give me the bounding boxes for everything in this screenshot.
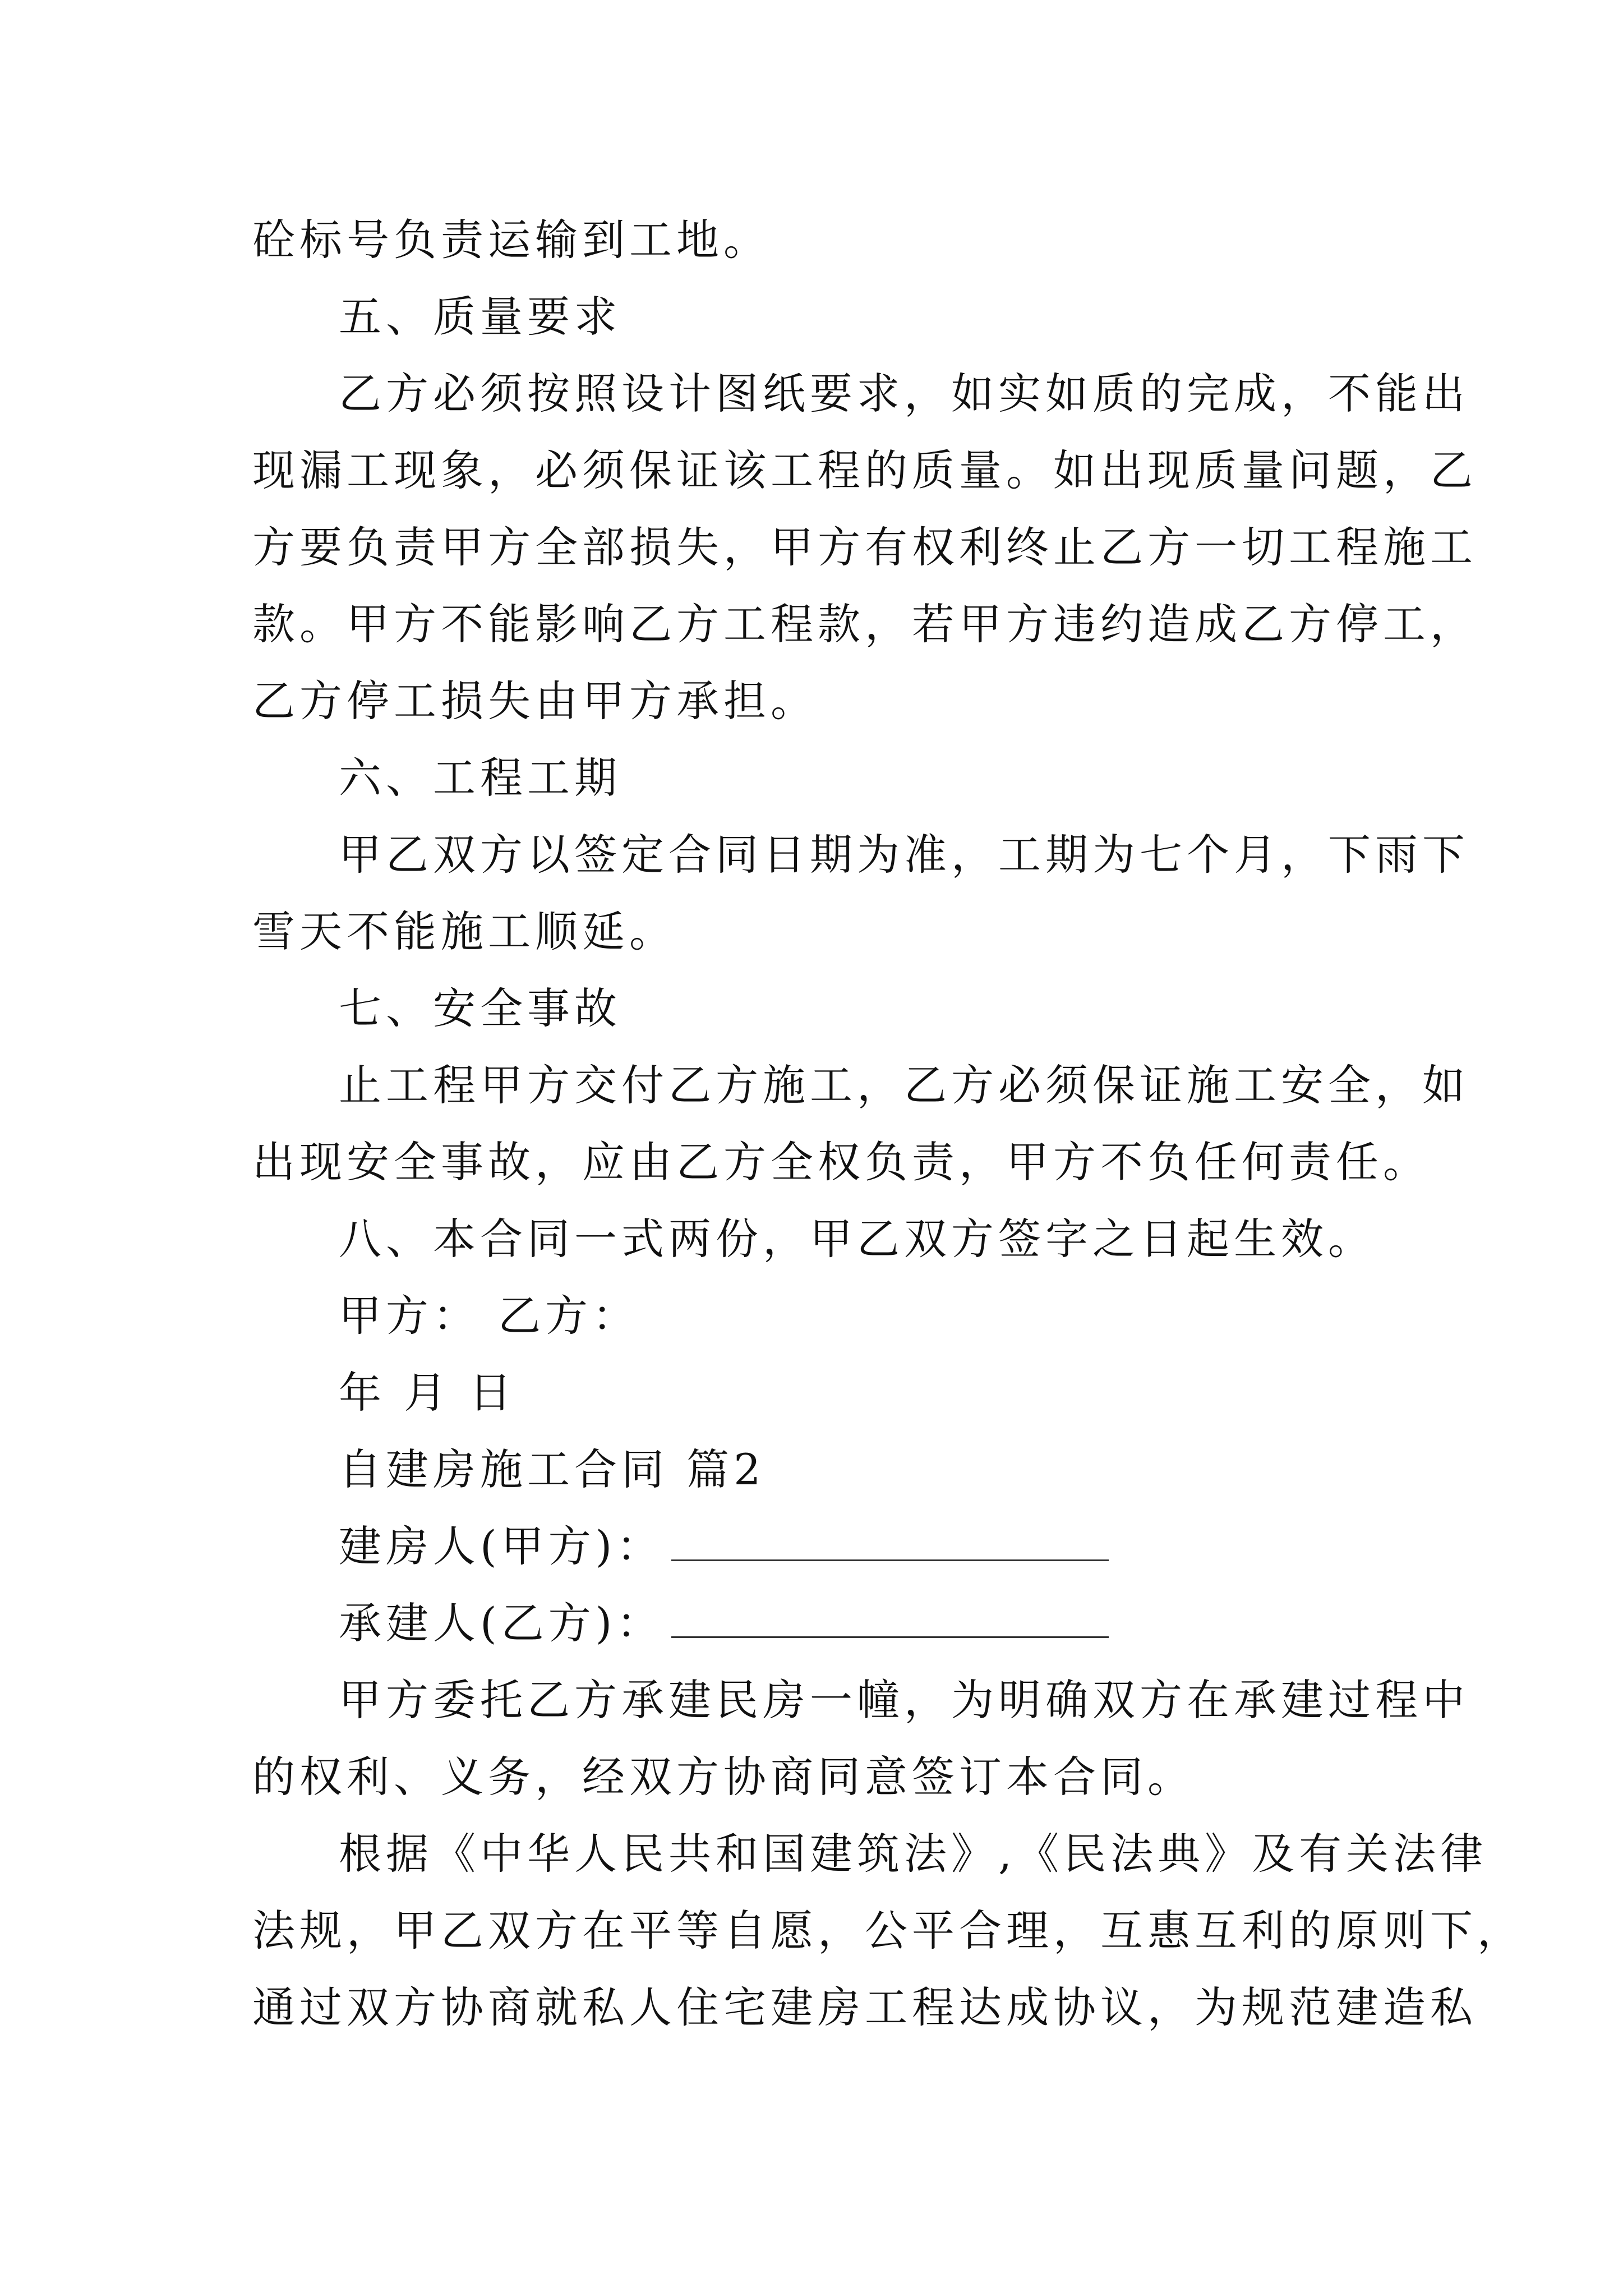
text-line: 甲方委托乙方承建民房一幢，为明确双方在承建过程中 bbox=[339, 1675, 1469, 1725]
section-heading: 五、质量要求 bbox=[339, 292, 621, 342]
text-line: 雪天不能施工顺延。 bbox=[252, 907, 676, 956]
text-line: 的权利、义务，经双方协商同意签订本合同。 bbox=[252, 1752, 1195, 1802]
text-line: 方要负责甲方全部损失，甲方有权利终止乙方一切工程施工 bbox=[252, 522, 1477, 572]
text-line: 乙方必须按照设计图纸要求，如实如质的完成，不能出 bbox=[339, 369, 1469, 418]
text-line: 乙方停工损失由甲方承担。 bbox=[252, 676, 818, 726]
text-line: 法规，甲乙双方在平等自愿，公平合理，互惠互利的原则下， bbox=[252, 1906, 1524, 1955]
contractor-party-line bbox=[339, 1595, 1109, 1651]
text-line: 八、本合同一式两份，甲乙双方签字之日起生效。 bbox=[339, 1214, 1375, 1264]
section-heading: 七、安全事故 bbox=[339, 983, 621, 1033]
fill-in-blank bbox=[671, 1634, 1109, 1638]
contractor-party-label: 承建人(乙方)： bbox=[339, 1598, 664, 1648]
builder-party-label: 建房人(甲方)： bbox=[339, 1521, 664, 1571]
signature-line: 甲方： 乙方： bbox=[339, 1291, 640, 1341]
document-title: 自建房施工合同 篇2 bbox=[339, 1444, 766, 1494]
text-line: 砼标号负责运输到工地。 bbox=[252, 215, 771, 265]
fill-in-blank bbox=[671, 1557, 1109, 1561]
text-line: 出现安全事故，应由乙方全权负责，甲方不负任何责任。 bbox=[252, 1137, 1430, 1187]
builder-party-line bbox=[339, 1519, 1109, 1575]
date-line: 年 月 日 bbox=[339, 1368, 517, 1418]
text-line: 通过双方协商就私人住宅建房工程达成协议，为规范建造私 bbox=[252, 1982, 1477, 2032]
section-heading: 六、工程工期 bbox=[339, 753, 621, 803]
text-line: 根据《中华人民共和国建筑法》,《民法典》及有关法律 bbox=[339, 1829, 1488, 1879]
text-line: 现漏工现象，必须保证该工程的质量。如出现质量问题，乙 bbox=[252, 445, 1477, 495]
text-line: 甲乙双方以签定合同日期为准，工期为七个月，下雨下 bbox=[339, 830, 1469, 880]
text-line: 款。甲方不能影响乙方工程款，若甲方违约造成乙方停工， bbox=[252, 599, 1477, 649]
text-line: 止工程甲方交付乙方施工，乙方必须保证施工安全，如 bbox=[339, 1060, 1469, 1110]
